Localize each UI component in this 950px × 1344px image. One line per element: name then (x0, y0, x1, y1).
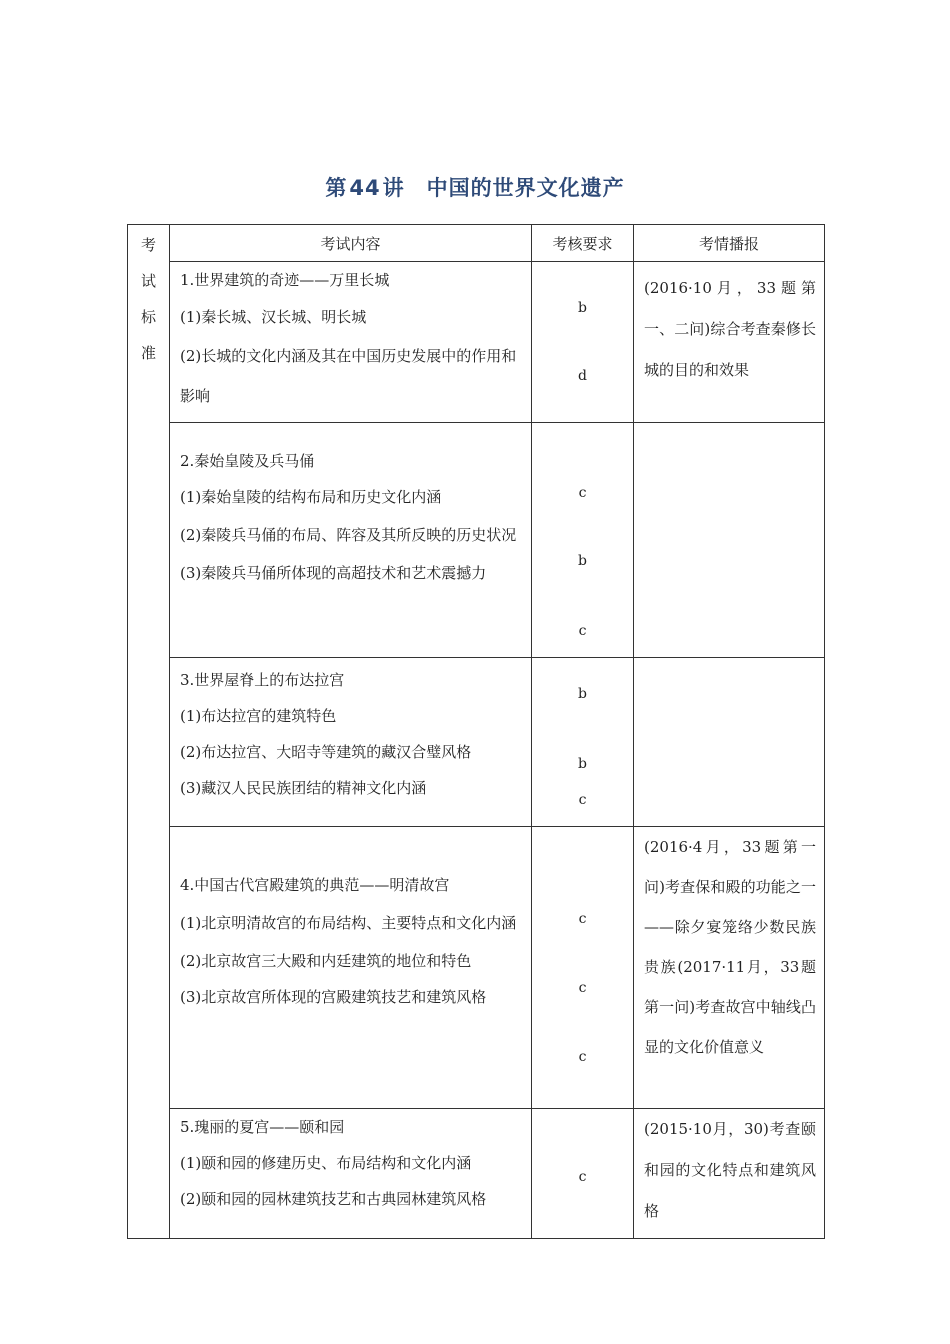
title-prefix: 第 (325, 176, 348, 200)
content-line: (3)北京故宫所体现的宫殿建筑技艺和建筑风格 (180, 988, 487, 1006)
header-report: 考情播报 (634, 225, 825, 262)
content-line: (2)长城的文化内涵及其在中国历史发展中的作用和影响 (180, 347, 517, 405)
report-cell (634, 658, 825, 827)
requirement-level: b (578, 686, 587, 702)
requirement-level: b (578, 300, 587, 316)
report-cell (634, 423, 825, 658)
content-line: (1)秦始皇陵的结构布局和历史文化内涵 (180, 488, 442, 506)
content-line: (2)布达拉宫、大昭寺等建筑的藏汉合璧风格 (180, 743, 472, 761)
table-row (128, 1109, 825, 1239)
content-cell (170, 658, 532, 827)
content-line: 5.瑰丽的夏宫——颐和园 (180, 1118, 345, 1136)
table-header-row (128, 225, 825, 262)
content-cell (170, 1109, 532, 1239)
requirement-level: c (578, 792, 587, 808)
table-row (128, 423, 825, 658)
side-char: 试 (140, 272, 156, 290)
exam-standard-table (127, 224, 825, 1239)
requirement-level: b (578, 553, 587, 569)
content-cell (170, 262, 532, 423)
title-name: 中国的世界文化遗产 (426, 176, 625, 200)
table-row (128, 827, 825, 1109)
content-cell (170, 423, 532, 658)
content-line: 2.秦始皇陵及兵马俑 (180, 452, 315, 470)
requirement-level: c (578, 980, 587, 996)
requirement-level: c (578, 911, 587, 927)
content-line: (3)秦陵兵马俑所体现的高超技术和艺术震撼力 (180, 564, 487, 582)
title-suffix: 讲 (382, 176, 405, 200)
table-row (128, 262, 825, 423)
report-cell: (2016·4月，33题第一问)考查保和殿的功能之一——除夕宴笼络少数民族贵族(2017·11月，33题第一问)考查故宫中轴线凸显的文化价值意义 (634, 827, 825, 1109)
content-line: 1.世界建筑的奇迹——万里长城 (180, 271, 390, 289)
table-row (128, 658, 825, 827)
side-char: 考 (140, 236, 156, 254)
content-cell (170, 827, 532, 1109)
header-content: 考试内容 (170, 225, 532, 262)
requirement-cell (532, 658, 634, 827)
side-label (128, 225, 170, 1239)
content-line: (2)秦陵兵马俑的布局、阵容及其所反映的历史状况 (180, 526, 517, 544)
content-line: 3.世界屋脊上的布达拉宫 (180, 671, 345, 689)
report-cell: (2015·10月，30)考查颐和园的文化特点和建筑风格 (634, 1109, 825, 1239)
page-title (0, 172, 950, 202)
content-line: (2)北京故宫三大殿和内廷建筑的地位和特色 (180, 952, 472, 970)
requirement-cell (532, 423, 634, 658)
requirement-cell (532, 1109, 634, 1239)
content-line: (1)秦长城、汉长城、明长城 (180, 308, 367, 326)
header-requirement: 考核要求 (532, 225, 634, 262)
content-line: (2)颐和园的园林建筑技艺和古典园林建筑风格 (180, 1190, 487, 1208)
content-line: (3)藏汉人民民族团结的精神文化内涵 (180, 779, 427, 797)
requirement-level: d (578, 368, 587, 384)
requirement-cell (532, 827, 634, 1109)
title-number: 44 (349, 176, 381, 200)
requirement-level: c (578, 1169, 587, 1185)
side-char: 标 (140, 308, 156, 326)
content-line: (1)布达拉宫的建筑特色 (180, 707, 337, 725)
side-char: 准 (140, 344, 156, 362)
requirement-level: c (578, 1049, 587, 1065)
content-line: (1)北京明清故宫的布局结构、主要特点和文化内涵 (180, 914, 517, 932)
report-cell: (2016·10月，33题第一、二问)综合考查秦修长城的目的和效果 (634, 262, 825, 423)
requirement-level: c (578, 485, 587, 501)
requirement-level: c (578, 623, 587, 639)
requirement-level: b (578, 756, 587, 772)
content-line: 4.中国古代宫殿建筑的典范——明清故宫 (180, 876, 450, 894)
content-line: (1)颐和园的修建历史、布局结构和文化内涵 (180, 1154, 472, 1172)
requirement-cell (532, 262, 634, 423)
